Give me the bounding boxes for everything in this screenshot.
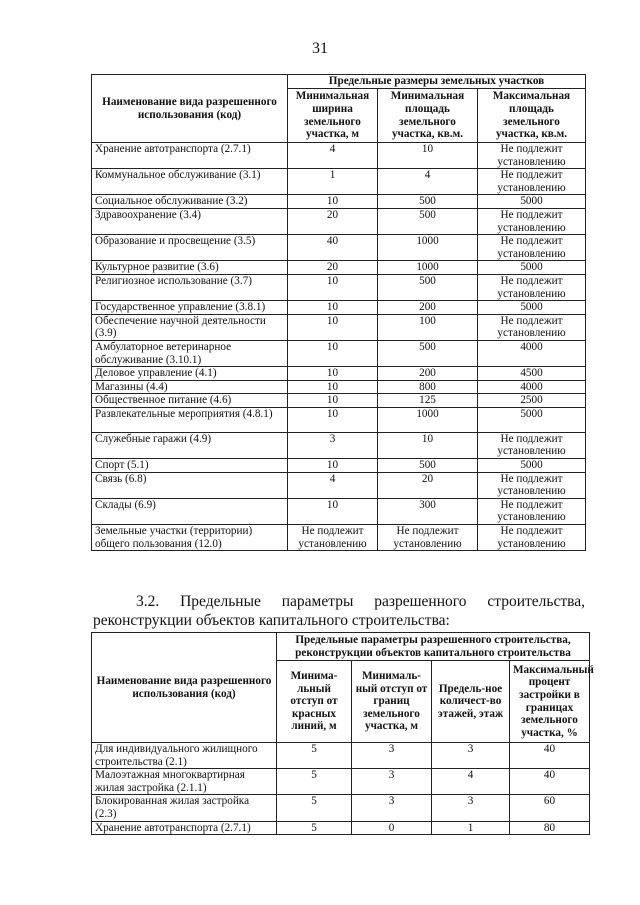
table-row — [92, 821, 590, 835]
row-width: 4 — [288, 472, 378, 498]
build-group-header: Предельные параметры разрешенного строительства, реконструкции объектов капитального строительства — [277, 633, 590, 661]
row-pct: 40 — [510, 743, 590, 769]
row-name: Здравоохранение (3.4) — [92, 208, 288, 234]
row-max-area: 4000 — [478, 340, 586, 366]
row-name: Коммунальное обслуживание (3.1) — [92, 169, 288, 195]
table-row — [92, 208, 586, 234]
row-max-area: Не подлежит установлению — [478, 314, 586, 340]
construction-params-table — [91, 632, 594, 835]
row-floors: 3 — [432, 743, 510, 769]
row-floors: 4 — [432, 769, 510, 795]
row-min-area: 800 — [378, 380, 478, 394]
table-row — [92, 743, 590, 769]
section-line-2: реконструкции объектов капитального строительства: — [93, 612, 450, 629]
row-max-area: 4000 — [478, 380, 586, 394]
row-width: 10 — [288, 459, 378, 473]
land-col-name-header: Наименование вида разрешенного использования (код) — [92, 75, 288, 143]
row-min-area: 1000 — [378, 407, 478, 432]
build-col-pct-header: Максимальный процент застройки в границах земельного участка, % — [510, 661, 590, 743]
row-width: 10 — [288, 498, 378, 524]
table-row — [92, 314, 586, 340]
section-word: строительства, — [487, 593, 585, 610]
land-group-header: Предельные размеры земельных участков — [288, 75, 586, 89]
row-name: Служебные гаражи (4.9) — [92, 432, 288, 458]
row-width: 10 — [288, 380, 378, 394]
row-name: Земельные участки (территории) общего пользования (12.0) — [92, 525, 288, 551]
section-word: Предельные — [180, 593, 261, 610]
table-row — [92, 394, 586, 408]
row-max-area: Не подлежит установлению — [478, 143, 586, 169]
row-min-area: 500 — [378, 274, 478, 300]
row-width: 10 — [288, 407, 378, 432]
table-row — [92, 274, 586, 300]
row-max-area: 5000 — [478, 261, 586, 275]
row-width: 10 — [288, 340, 378, 366]
row-pct: 80 — [510, 821, 590, 835]
row-name: Культурное развитие (3.6) — [92, 261, 288, 275]
row-min-area: 500 — [378, 459, 478, 473]
row-width: 1 — [288, 169, 378, 195]
row-bound: 3 — [352, 795, 432, 821]
row-red: 5 — [277, 795, 352, 821]
row-pct: 60 — [510, 795, 590, 821]
row-name: Амбулаторное ветеринарное обслуживание (3.10.1) — [92, 340, 288, 366]
row-name: Спорт (5.1) — [92, 459, 288, 473]
row-min-area: Не подлежит установлению — [378, 525, 478, 551]
row-name: Связь (6.8) — [92, 472, 288, 498]
row-name: Склады (6.9) — [92, 498, 288, 524]
row-name: Малоэтажная многоквартирная жилая застройка (2.1.1) — [92, 769, 277, 795]
land-col-width-header: Минимальная ширина земельного участка, м — [288, 89, 378, 143]
row-floors: 3 — [432, 795, 510, 821]
row-max-area: Не подлежит установлению — [478, 525, 586, 551]
row-name: Обеспечение научной деятельности (3.9) — [92, 314, 288, 340]
table-row — [92, 195, 586, 209]
section-number: 3.2. — [136, 593, 160, 610]
build-col-floors-header: Предель-ное количест-во этажей, этаж — [432, 661, 510, 743]
section-word: разрешенного — [374, 593, 467, 610]
row-min-area: 200 — [378, 367, 478, 381]
row-width: 10 — [288, 195, 378, 209]
table-row — [92, 498, 586, 524]
row-pct: 40 — [510, 769, 590, 795]
row-max-area: Не подлежит установлению — [478, 274, 586, 300]
table-row — [92, 407, 586, 432]
row-width: 10 — [288, 301, 378, 315]
row-min-area: 500 — [378, 208, 478, 234]
row-bound: 3 — [352, 769, 432, 795]
row-max-area: Не подлежит установлению — [478, 432, 586, 458]
row-width: 10 — [288, 367, 378, 381]
table-row — [92, 340, 586, 366]
land-plot-size-table — [91, 74, 586, 551]
section-word: параметры — [281, 593, 354, 610]
row-max-area: 5000 — [478, 195, 586, 209]
row-red: 5 — [277, 821, 352, 835]
table-row — [92, 367, 586, 381]
row-min-area: 125 — [378, 394, 478, 408]
table-row — [92, 380, 586, 394]
row-max-area: 4500 — [478, 367, 586, 381]
row-name: Деловое управление (4.1) — [92, 367, 288, 381]
row-min-area: 300 — [378, 498, 478, 524]
table-row — [92, 459, 586, 473]
row-width: 40 — [288, 235, 378, 261]
row-width: 10 — [288, 314, 378, 340]
section-heading — [93, 592, 585, 630]
row-width: 10 — [288, 274, 378, 300]
build-col-bound-header: Минималь-ный отступ от границ земельного участка, м — [352, 661, 432, 743]
row-max-area: Не подлежит установлению — [478, 208, 586, 234]
row-width: 10 — [288, 394, 378, 408]
row-min-area: 4 — [378, 169, 478, 195]
table-row — [92, 472, 586, 498]
row-min-area: 10 — [378, 143, 478, 169]
table-row — [92, 525, 586, 551]
row-name: Социальное обслуживание (3.2) — [92, 195, 288, 209]
table-row — [92, 432, 586, 458]
row-bound: 0 — [352, 821, 432, 835]
row-name: Хранение автотранспорта (2.7.1) — [92, 821, 277, 835]
row-max-area: Не подлежит установлению — [478, 498, 586, 524]
row-red: 5 — [277, 769, 352, 795]
row-name: Образование и просвещение (3.5) — [92, 235, 288, 261]
build-col-name-header: Наименование вида разрешенного использования (код) — [92, 633, 277, 743]
table-row — [92, 795, 590, 821]
row-min-area: 200 — [378, 301, 478, 315]
build-col-red-header: Минима-льный отступ от красных линий, м — [277, 661, 352, 743]
row-name: Магазины (4.4) — [92, 380, 288, 394]
land-col-max-area-header: Максимальная площадь земельного участка, кв.м. — [478, 89, 586, 143]
row-width: 4 — [288, 143, 378, 169]
row-min-area: 500 — [378, 195, 478, 209]
row-max-area: 5000 — [478, 301, 586, 315]
row-width: 20 — [288, 208, 378, 234]
row-name: Развлекательные мероприятия (4.8.1) — [92, 407, 288, 432]
row-width: Не подлежит установлению — [288, 525, 378, 551]
row-min-area: 20 — [378, 472, 478, 498]
row-min-area: 500 — [378, 340, 478, 366]
table-row — [92, 143, 586, 169]
page-number: 31 — [312, 40, 328, 57]
row-name: Религиозное использование (3.7) — [92, 274, 288, 300]
row-floors: 1 — [432, 821, 510, 835]
row-min-area: 1000 — [378, 235, 478, 261]
row-max-area: Не подлежит установлению — [478, 472, 586, 498]
row-max-area: Не подлежит установлению — [478, 169, 586, 195]
row-max-area: 5000 — [478, 407, 586, 432]
row-name: Хранение автотранспорта (2.7.1) — [92, 143, 288, 169]
table-row — [92, 769, 590, 795]
row-max-area: 5000 — [478, 459, 586, 473]
table-row — [92, 261, 586, 275]
row-name: Общественное питание (4.6) — [92, 394, 288, 408]
row-bound: 3 — [352, 743, 432, 769]
table-row — [92, 235, 586, 261]
row-red: 5 — [277, 743, 352, 769]
table-row — [92, 301, 586, 315]
land-col-min-area-header: Минимальная площадь земельного участка, кв.м. — [378, 89, 478, 143]
row-name: Государственное управление (3.8.1) — [92, 301, 288, 315]
row-min-area: 100 — [378, 314, 478, 340]
row-min-area: 1000 — [378, 261, 478, 275]
row-max-area: 2500 — [478, 394, 586, 408]
row-width: 3 — [288, 432, 378, 458]
row-min-area: 10 — [378, 432, 478, 458]
row-name: Блокированная жилая застройка (2.3) — [92, 795, 277, 821]
row-name: Для индивидуального жилищного строительства (2.1) — [92, 743, 277, 769]
table-row — [92, 169, 586, 195]
row-max-area: Не подлежит установлению — [478, 235, 586, 261]
row-width: 20 — [288, 261, 378, 275]
